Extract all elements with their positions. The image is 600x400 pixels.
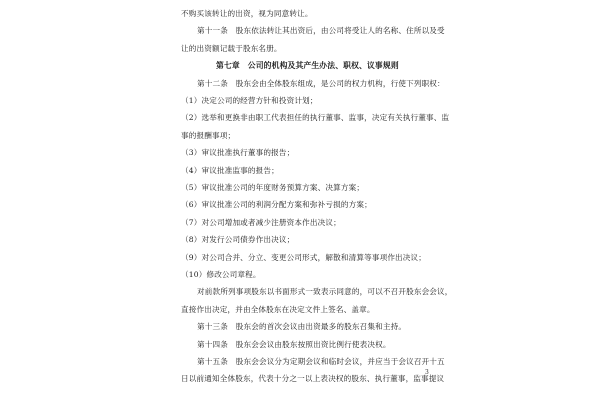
article-13-line: 第十三条 股东会的首次会议由出资最多的股东召集和主持。	[197, 322, 407, 332]
list-item: （7）对公司增加或者减少注册资本作出决议；	[181, 217, 341, 227]
article-12-line: 第十二条 股东会由全体股东组成，是公司的权力机构，行使下列职权：	[197, 78, 445, 88]
list-item: （6）审议批准公司的利润分配方案和弥补亏损的方案；	[181, 200, 372, 210]
text-line: 日以前通知全体股东，代表十分之一以上表决权的股东、执行董事，监事提议	[181, 374, 445, 384]
text-line: 事的报酬事项；	[181, 130, 236, 140]
list-item: （1）决定公司的经营方针和投资计划；	[181, 96, 318, 105]
list-item: （2）选举和更换非由职工代表担任的执行董事、监事，决定有关执行董事、监	[181, 113, 450, 123]
text-line: 让的出资额记载于股东名册。	[181, 43, 282, 53]
list-item: （4）审议批准监事的报告；	[181, 165, 279, 175]
list-item: （10）修改公司章程。	[181, 270, 261, 279]
list-item: （9）对公司合并、分立、变更公司形式，解散和清算等事项作出决议；	[181, 252, 427, 262]
article-11-line: 第十一条 股东依法转让其出资后，由公司将受让人的名称、住所以及受	[197, 26, 445, 36]
chapter-7-heading: 第七章 公司的机构及其产生办法、职权、议事规则	[216, 61, 399, 71]
article-14-line: 第十四条 股东会会议由股东按照出资比例行使表决权。	[197, 339, 391, 349]
text-line: 对前款所列事项股东以书面形式一致表示同意的，可以不召开股东会会议，	[197, 287, 453, 297]
list-item: （8）对发行公司债券作出决议；	[181, 235, 295, 245]
list-item: （3）审议批准执行董事的报告；	[181, 148, 295, 158]
text-line: 直接作出决定，并由全体股东在决定文件上签名、盖章。	[181, 304, 375, 314]
list-item: （5）审议批准公司的年度财务预算方案、决算方案；	[181, 183, 365, 192]
page-number: 3	[425, 369, 429, 376]
article-15-line: 第十五条 股东会会议分为定期会议和临时会议，并应当于会议召开十五	[197, 357, 445, 366]
text-line: 不购买该转让的出资，视为同意转让。	[181, 9, 313, 18]
